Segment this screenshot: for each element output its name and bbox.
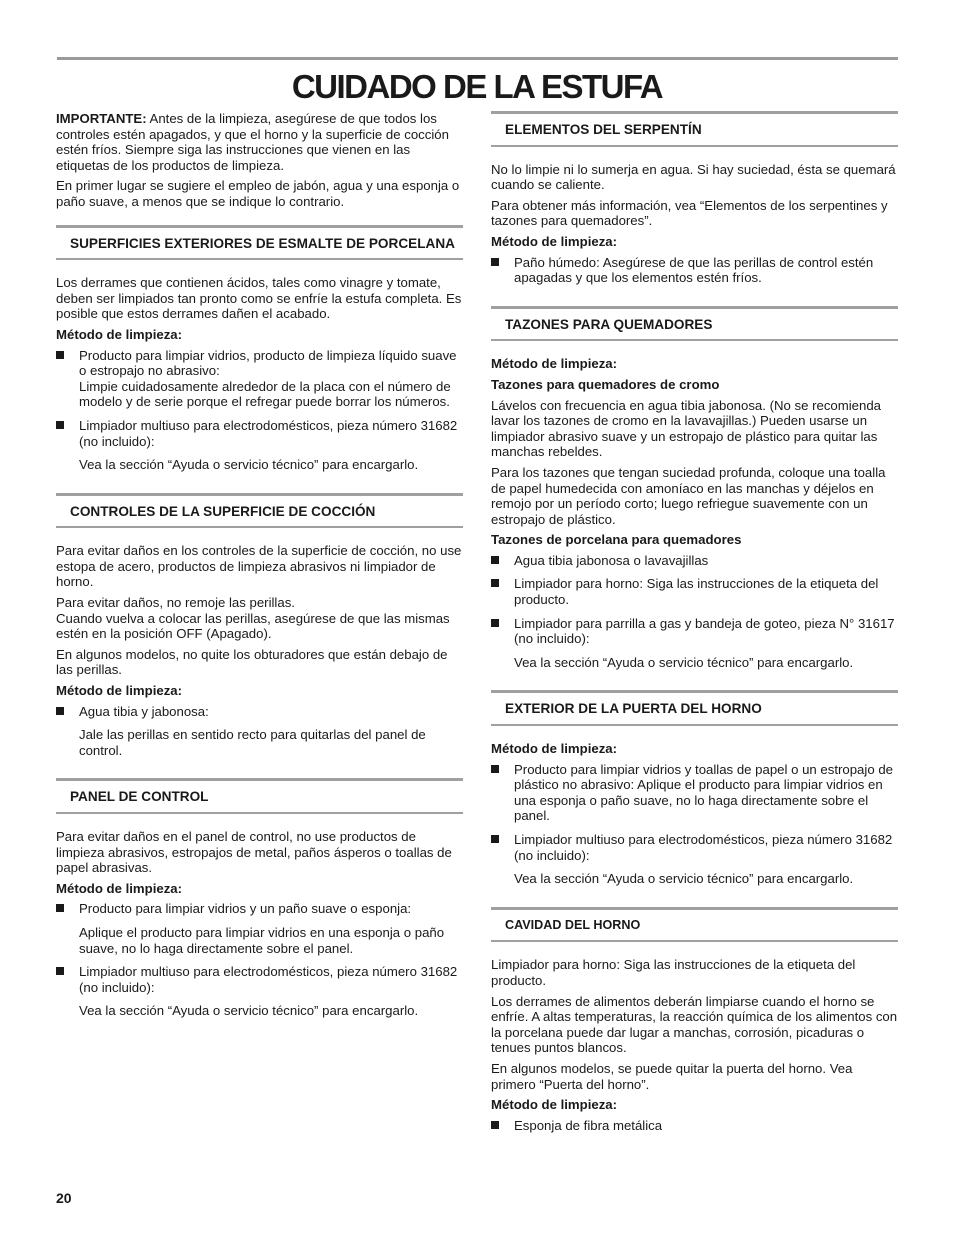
bullet-square-icon — [56, 967, 64, 975]
right-column — [491, 111, 898, 1141]
door-note: Vea la sección “Ayuda o servicio técnico” para encargarlo. — [514, 871, 854, 887]
cavity-p2: Los derrames de alimentos deberán limpiarse cuando el horno se enfríe. A altas temperaturas, la reacción química de los alimentos con la porcelana puede dar lugar a manchas, corrosión, picaduras o tenues puntos blancos. — [491, 993, 898, 1056]
section-heading-oven-door: EXTERIOR DE LA PUERTA DEL HORNO — [491, 690, 898, 726]
porcelain-p1: Los derrames que contienen ácidos, tales como vinagre y tomate, deben ser limpiados tan pronto como se enfríe la estufa completa. Es posible que estos derrames dañen el acabado. — [56, 275, 462, 322]
list-item: Limpiador multiuso para electrodomésticos, pieza número 31682 (no incluido): — [491, 832, 898, 863]
section-heading-oven-cavity: CAVIDAD DEL HORNO — [491, 907, 898, 943]
intro-important: IMPORTANTE: Antes de la limpieza, asegúrese de que todos los controles estén apagados, y que el horno y la superficie de cocción estén fríos. Siempre siga las instrucciones que vienen en las etiquetas de los productos de limpieza. — [56, 111, 449, 173]
method-label: Método de limpieza: — [491, 1097, 618, 1113]
bullet-square-icon — [56, 707, 64, 715]
panel-p1: Para evitar daños en el panel de control, no use productos de limpieza abrasivos, estropajos de metal, paños ásperos o toallas de papel abrasivas. — [56, 829, 452, 876]
list-item: Producto para limpiar vidrios y toallas de papel o un estropajo de plástico no abrasivo: Aplique el producto para limpiar vidrios en una esponja o paño suave, no lo haga directamente sobre el panel. — [491, 762, 898, 824]
cavity-p3: En algunos modelos, se puede quitar la puerta del horno. Vea primero “Puerta del horno”. — [491, 1060, 853, 1092]
bowls-list — [491, 553, 898, 647]
list-item: Agua tibia jabonosa o lavavajillas — [491, 553, 898, 569]
bullet-square-icon — [491, 835, 499, 843]
list-item: Limpiador para horno: Siga las instrucciones de la etiqueta del producto. — [491, 576, 898, 607]
list-item: Limpiador multiuso para electrodomésticos, pieza número 31682 (no incluido): — [56, 418, 463, 449]
bowls-note: Vea la sección “Ayuda o servicio técnico” para encargarlo. — [514, 654, 854, 670]
list-item: Limpiador para parrilla a gas y bandeja de goteo, pieza N° 31617 (no incluido): — [491, 616, 898, 647]
method-label: Método de limpieza: — [491, 356, 618, 372]
bullet-square-icon — [491, 765, 499, 773]
page-title: CUIDADO DE LA ESTUFA — [291, 68, 663, 105]
cavity-p1: Limpiador para horno: Siga las instrucciones de la etiqueta del producto. — [491, 957, 856, 988]
section-heading-coil-elements: ELEMENTOS DEL SERPENTÍN — [491, 111, 898, 147]
page-number: 20 — [56, 1190, 72, 1206]
left-column — [56, 111, 463, 1027]
bullet-square-icon — [491, 258, 499, 266]
controls-list — [56, 704, 463, 720]
controls-note: Jale las perillas en sentido recto para quitarlas del panel de control. — [79, 727, 426, 758]
panel-list-1 — [56, 901, 463, 917]
bullet-square-icon — [56, 904, 64, 912]
porcelain-list — [56, 348, 463, 450]
bullet-square-icon — [56, 351, 64, 359]
bowls-p2: Para los tazones que tengan suciedad profunda, coloque una toalla de papel humedecida con amoníaco en las manchas y déjelos en remojo por un período corto; luego refriegue suavemente con un estropajo de plástico. — [491, 464, 886, 527]
panel-note-1: Aplique el producto para limpiar vidrios en una esponja o paño suave, no lo haga directamente sobre el panel. — [79, 924, 445, 956]
bullet-square-icon — [491, 556, 499, 564]
coil-p1: No lo limpie ni lo sumerja en agua. Si hay suciedad, ésta se quemará cuando se caliente. — [491, 161, 896, 193]
list-item: Limpiador multiuso para electrodomésticos, pieza número 31682 (no incluido): — [56, 964, 463, 995]
bullet-square-icon — [491, 1121, 499, 1129]
controls-p1: Para evitar daños en los controles de la superficie de cocción, no use estopa de acero, productos de limpieza abrasivos ni limpiador de horno. — [56, 543, 462, 590]
section-heading-controls: CONTROLES DE LA SUPERFICIE DE COCCIÓN — [56, 493, 463, 529]
porcelain-bowls-subheading: Tazones de porcelana para quemadores — [491, 532, 742, 548]
coil-list — [491, 255, 898, 286]
method-label: Método de limpieza: — [491, 741, 618, 757]
section-heading-porcelain: SUPERFICIES EXTERIORES DE ESMALTE DE PORCELANA — [56, 225, 463, 261]
door-list — [491, 762, 898, 864]
panel-list-2 — [56, 964, 463, 995]
bullet-square-icon — [491, 579, 499, 587]
chrome-bowls-subheading: Tazones para quemadores de cromo — [491, 376, 720, 392]
panel-note-2: Vea la sección “Ayuda o servicio técnico” para encargarlo. — [79, 1003, 419, 1019]
section-heading-control-panel: PANEL DE CONTROL — [56, 778, 463, 814]
important-label: IMPORTANTE: — [56, 111, 147, 126]
intro-paragraph: En primer lugar se sugiere el empleo de jabón, agua y una esponja o paño suave, a menos que se indique lo contrario. — [56, 178, 460, 209]
coil-p2: Para obtener más información, vea “Elementos de los serpentines y tazones para quemadores”. — [491, 197, 888, 229]
top-rule — [57, 57, 898, 60]
cavity-list — [491, 1118, 898, 1134]
porcelain-note: Vea la sección “Ayuda o servicio técnico” para encargarlo. — [79, 457, 419, 473]
list-item: Paño húmedo: Asegúrese de que las perillas de control estén apagadas y que los elementos estén fríos. — [491, 255, 898, 286]
bowls-p1: Lávelos con frecuencia en agua tibia jabonosa. (No se recomienda lavar los tazones de cromo en la lavavajillas.) Pueden usarse un limpiador abrasivo suave y un estropajo de plástico para quitar las manchas rebeldes. — [491, 397, 882, 460]
list-item: Producto para limpiar vidrios y un paño suave o esponja: — [56, 901, 463, 917]
method-label: Método de limpieza: — [56, 880, 183, 896]
controls-p2: Para evitar daños, no remoje las perillas. Cuando vuelva a colocar las perillas, asegúrese de que las mismas estén en la posición OFF (Apagado). — [56, 595, 450, 642]
list-item: Producto para limpiar vidrios, producto de limpieza líquido suave o estropajo no abrasivo: Limpie cuidadosamente alrededor de la placa con el número de modelo y de serie porque el refregar puede borrar los números. — [56, 348, 463, 410]
method-label: Método de limpieza: — [491, 233, 618, 249]
controls-p3: En algunos modelos, no quite los obturadores que están debajo de las perillas. — [56, 646, 448, 678]
list-item: Agua tibia y jabonosa: — [56, 704, 463, 720]
bullet-square-icon — [56, 421, 64, 429]
method-label: Método de limpieza: — [56, 326, 183, 342]
section-heading-burner-bowls: TAZONES PARA QUEMADORES — [491, 306, 898, 342]
list-item: Esponja de fibra metálica — [491, 1118, 898, 1134]
method-label: Método de limpieza: — [56, 683, 183, 699]
bullet-square-icon — [491, 619, 499, 627]
